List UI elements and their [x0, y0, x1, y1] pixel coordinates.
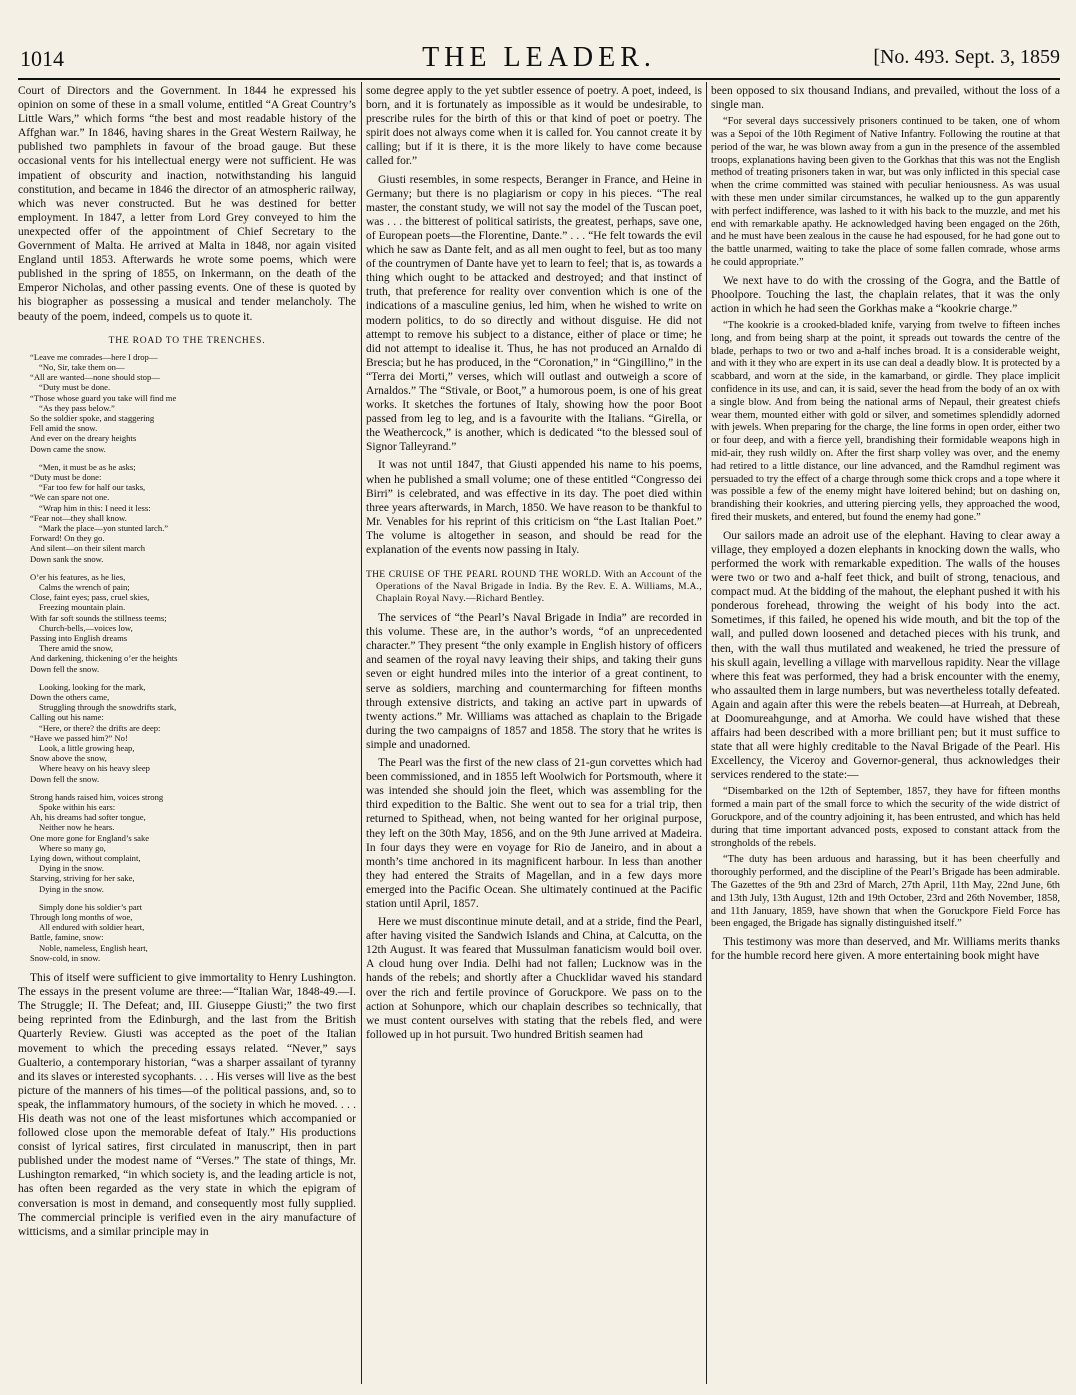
stanza-gap: [30, 784, 356, 792]
poem-line: Down fell the snow.: [30, 663, 100, 674]
issue-info: [No. 493. Sept. 3, 1859: [873, 46, 1060, 68]
poem-line: One more gone for England’s sake: [30, 832, 150, 843]
poem-line: Snow above the snow,: [30, 753, 107, 764]
column-3: [711, 84, 1060, 1384]
poem-line: There amid the snow,: [39, 643, 113, 654]
masthead-title: THE LEADER.: [422, 42, 656, 73]
poem-line: Simply done his soldier’s part: [39, 901, 142, 912]
poem-line: Ah, his dreams had softer tongue,: [30, 812, 146, 823]
poem-line: Down sank the snow.: [30, 553, 104, 564]
poem-line: Calling out his name:: [30, 712, 104, 723]
column-1: [18, 84, 356, 1384]
paragraph: The Pearl was the first of the new class of 21-gun corvettes which had been commissioned, and in 1855 left Woolwich for Portsmouth, where it was intended she should join the fleet, which was assembling for the third expedition to the Baltic. She went out to sea for a trial trip, then returned to Spithead, when, not being wanted for her original purpose, they left on the 30th May, 1856, and on the 9th June arrived at Madeira. In four days they were en voyage for Rio de Janeiro, and in about a month’s time anchored in its magnificent harbour. In less than another they had entered the Straits of Magellan, and in a few days more emerged into the Pacific Ocean. She ultimately continued at the Pacific station until April, 1857.: [366, 757, 702, 910]
poem-line: So the soldier spoke, and staggering: [30, 412, 155, 423]
quoted-paragraph: “The kookrie is a crooked-bladed knife, varying from twelve to fifteen inches long, and from being sharp at the point, it spreads out towards the centre of the blade, perhaps to two or two and a-half inches broad. It is a considerable weight, and with it they who are expert in its use can deal a deadly blow. It is protected by a scabbard, and worn at the side, in the kamarband, or girdle. They place implicit confidence in its use, and can, it is said, sever the head from the body of an ox with a single blow. And from being the national arms of Nepaul, their greatest chiefs wear them, mounted either with gold or silver, and sometimes splendidly adorned with jewels. When preparing for the charge, the line forms in open order, either two or four deep, and with a fierce yell, brandishing their formidable weapons high in mid-air, they rush wildly on. After the first sharp volley was over, and the enemy had retired to a little distance, our line advanced, and the Ramdhul regiment was persuaded to try the effect of a charge through some thick crops and a tope where it was possible a few of the enemy might have loitered behind; but on dashing on, brandishing their kookries, and uttering piercing yells, they approached the wood, fired their muskets, and entered, but found the enemy had gone.”: [711, 320, 1060, 523]
poem-line: “Duty must be done.: [39, 382, 111, 393]
poem-line: Church-bells,—voices low,: [39, 622, 133, 633]
poem-line: “Have we passed him?” No!: [30, 732, 128, 743]
paragraph: Here we must discontinue minute detail, and at a stride, find the Pearl, after having visited the Sandwich Islands and China, at Calcutta, on the 12th August. It was feared that Mussulman fanaticism would boil over. A cloud hung over India. Delhi had not fallen; Lucknow was in the hands of the rebels; and shortly after a Chucklidar waved his standard over the rich and fertile province of Goruckpore. We pass on to the action at Sohunpore, which our chaplain describes so technically, that we must content ourselves with stating that the rebels fled, and were followed up in hot pursuit. Two hundred British seamen had: [366, 916, 702, 1041]
poem-line: Dying in the snow.: [39, 883, 104, 894]
poem-line: “Here, or there? the drifts are deep:: [39, 722, 161, 733]
poem-line: Down fell the snow.: [30, 773, 100, 784]
paragraph: It was not until 1847, that Giusti appended his name to his poems, when he published a small volume; one of these entitled “Congresso dei Birri” is celebrated, and was effective in its day. The poet died within three years afterwards, in March, 1850. We have reason to be thankful to Mr. Venables for his reprint of this criticism on “the Last Italian Poet.” The volume is altogether in season, and should be read for the explanation of the events now passing in Italy.: [366, 459, 702, 556]
poem-line: “Fear not—they shall know.: [30, 512, 127, 523]
page-number: 1014: [20, 46, 64, 71]
paragraph: some degree apply to the yet subtler essence of poetry. A poet, indeed, is born, and it is fortunately as impossible as it would be undesirable, to prescribe rules for the birth of this or that kind of poet or poetry. The spirit does not always come when it is called for. You cannot create it by calling; but if it is there, it is the more likely to have come because called for.”: [366, 85, 702, 168]
column-2: [366, 84, 702, 1384]
poem-line: Through long months of woe,: [30, 912, 133, 923]
poem-line: “No, Sir, take them on—: [39, 361, 125, 372]
poem-line: Down came the snow.: [30, 443, 106, 454]
stanza-gap: [30, 564, 356, 572]
poem-line: O’er his features, as he lies,: [30, 571, 126, 582]
column-divider: [361, 82, 362, 1384]
poem-line: With far soft sounds the stillness teems;: [30, 612, 167, 623]
paragraph: Giusti resembles, in some respects, Beranger in France, and Heine in Germany; but there is no plagiarism or copy in his pieces. “The real master, the constant study, we will not say the model of the Tuscan poet, was . . . the bitterest of political satirists, the greatest, perhaps, save one, of European poets—the Florentine, Dante.” . . . “He felt towards the evil which he saw as Dante felt, and as all men ought to feel, but as too many of the countrymen of Dante have yet to learn to feel; that is, as towards a thing which ought to be attacked and destroyed; and that instinct of truth, that preference for reality over convention which is one of the indications of a masculine genius, led him, when he wished to write on modern politics, to do so directly and without disguise. He did not attempt to remove his subject to a distance, either of place or time; he did not attempt to idealise it. Thus, he has not produced an Arnaldo di Brescia; but he has produced, in the “Coronation,” in “Gingillino,” in the “Terra dei Morti,” verses, which will outlast and outweigh a score of Arnaldos.” The “Stivale, or Boot,” a humorous poem, is one of his great works. It sketches the fortunes of Italy, showing how the poor Boot passed from leg to leg, and is a favourite with the Italians. “Girella, or the Weathercock,” is another, which is dedicated “to the blessed soul of Signor Talleyrand.”: [366, 173, 702, 454]
paragraph: The services of “the Pearl’s Naval Brigade in India” are recorded in this volume. These are, in the author’s words, “of an unprecedented character.” They present “the only example in English history of officers and seamen of the royal navy leaving their ships, and taking their guns seven or eight hundred miles into the interior of a great continent, to serve as soldiers, marching and countermarching for fifteen months through extensive districts, and taking an active part in upwards of twenty actions.” Mr. Williams was attached as chaplain to the Brigade during the two campaigns of 1857 and 1858. The story that he writes is simple and unadorned.: [366, 612, 702, 751]
poem-line: Snow-cold, in snow.: [30, 952, 101, 963]
quoted-paragraph: “The duty has been arduous and harassing, but it has been cheerfully and thoroughly performed, and the discipline of the Pearl’s Brigade has been admirable. The Gazettes of the 9th and 23rd of March, 27th April, 11th May, 22nd June, 6th and 13th July, 13th August, 12th and 19th October, 23rd and 26th November, 1858, and 11th January, 1859, have shown that when the Goruckpore Field Force has been engaged, the Brigade has signally distinguished itself.”: [711, 854, 1060, 930]
paragraph: Court of Directors and the Government. In 1844 he expressed his opinion on some of these in a small volume, entitled “A Great Country’s Little Wars,” which forms “the best and most readable history of the Affghan war.” In 1846, having shares in the Great Western Railway, he published two pamphlets in favour of the broad gauge. But these occasional vents for his intellectual energy were not sufficient. He was impatient of obscurity and inaction, notwithstanding his languid constitution, and became in 1846 the director of an atmospheric railway, which was never constructed. But he was destined for better employment. In 1847, a letter from Lord Grey conveyed to him the unexpected offer of the appointment of Chief Secretary to the Government of Malta. He arrived at Malta in 1848, nor again visited England until 1853. Afterwards he wrote some poems, which were published in the spring of 1855, on Inkermann, on the death of the Emperor Nicholas, and other passing events. One of these is quoted by his biographer as possessing a musical and tender melancholy. The beauty of the poem, indeed, compels us to quote it.: [18, 85, 356, 323]
poem-line: And darkening, thickening o’er the heights: [30, 653, 178, 664]
poem-line: “Mark the place—yon stunted larch.”: [39, 522, 169, 533]
stanza-gap: [30, 454, 356, 462]
poem-line: “Far too few for half our tasks,: [39, 482, 146, 493]
paragraph: This of itself were sufficient to give immortality to Henry Lushington. The essays in the present volume are three:—“Italian War, 1848-49.—I. The Struggle; II. The Defeat; and, III. Giuseppe Giusti;” the two first being reprinted from the Edinburgh, and the last from the British Quarterly Review. Giusti was accepted as the poet of the Italian movement to which the preceding essays related. “Never,” says Gualterio, a contemporary historian, “was a sharper assailant of tyranny and its slaves or interested sycophants. . . . His verses will live as the best picture of the manners of his times—of the political passions, and, so to speak, the inflammatory humours, of the society in which he moved. . . . His death was not one of the least misfortunes which accompanied or followed close upon the memorable defeat of Italy.” His productions consist of lyrical satires, first circulated in manuscript, then in part published under the modest name of “Verses.” The state of things, Mr. Lushington remarked, “in which society is, and the leading article is not, has often been regarded as the very state in which the epigram of conversation is most in demand, and consequently most fully supplied. The commercial principle is verified even in the airy manufacture of witticisms, and a similar principle may in: [18, 972, 356, 1238]
review-heading: THE CRUISE OF THE PEARL ROUND THE WORLD. With an Account of the Operations of the Naval Brigade in India. By the Rev. E. A. Williams, M.A., Chaplain Royal Navy.—Richard Bentley.: [366, 570, 702, 605]
paragraph: We next have to do with the crossing of the Gogra, and the Battle of Phoolpore. Touching the last, the chaplain relates, that it was the only action in which he had seen the Gorkhas make a “kookrie charge.”: [711, 274, 1060, 315]
stanza-gap: [30, 674, 356, 682]
column-divider: [706, 82, 707, 1384]
poem-line: Where so many go,: [39, 842, 106, 853]
poem-line: “Wrap him in this: I need it less:: [39, 502, 151, 513]
poem-line: Close, faint eyes; pass, cruel skies,: [30, 592, 150, 603]
poem-line: Battle, famine, snow:: [30, 932, 104, 943]
paragraph: been opposed to six thousand Indians, and prevailed, without the loss of a single man.: [711, 85, 1060, 112]
poem-line: “All are wanted—none should stop—: [30, 372, 160, 383]
poem-line: Starving, striving for her sake,: [30, 873, 135, 884]
poem-line: Lying down, without complaint,: [30, 853, 141, 864]
poem-line: Looking, looking for the mark,: [39, 681, 146, 692]
poem-line: Strong hands raised him, voices strong: [30, 791, 164, 802]
poem-line: Noble, nameless, English heart,: [39, 942, 148, 953]
poem-line: All endured with soldier heart,: [39, 922, 145, 933]
poem-line: “Men, it must be as he asks;: [39, 461, 136, 472]
poem-line: Forward! On they go.: [30, 533, 105, 544]
paragraph: Our sailors made an adroit use of the elephant. Having to clear away a village, they employed a dozen elephants in knocking down the walls, who performed the work with remarkable expedition. The walls of the houses were two or two and a-half feet thick, and built of strong, tenacious, and compact mud. At the bidding of the mahout, the elephant pushed it with his ponderous forehead, throwing the weight of his body into the act. Sometimes, if this failed, he opened his wide mouth, and bit the top of the wall, and pulled down loosened and detached pieces with his trunk, and then, with the wall thus mutilated and weakened, he tried the pressure of his skull again, levelling a village with marvellous rapidity. Near the village where this feat was performed, they had a brisk encounter with the enemy, who assaulted them in large numbers, but was nevertheless totally defeated. Again and again after this were the rebels beaten—at Hurreah, at Debreah, at Doomureahgunge, and at Amorha. We could have wished that these affairs had been described with a more brilliant pen; but it must suffice to state that all were highly creditable to the Naval Brigade of the Pearl. His Excellency, the Viceroy and Governor-general, thus acknowledges their services rendered to the state:—: [711, 529, 1060, 782]
poem-line: Where heavy on his heavy sleep: [39, 763, 150, 774]
poem-line: Struggling through the snowdrifts stark,: [39, 702, 177, 713]
poem-line: Fell amid the snow.: [30, 423, 98, 434]
poem-line: And silent—on their silent march: [30, 543, 146, 554]
poem: [30, 352, 356, 963]
quoted-paragraph: “For several days successively prisoners continued to be taken, one of whom was a Sepoi of the 10th Regiment of Native Infantry. Following the routine at that period of the war, he was blown away from a gun in the presence of the assembled troops, explanations having been given to the Gorkhas that this was not the English method of treating prisoners taken in war, but was only inflicted in this special case when the crime committed was stained with peculiar heniousness. As was usual with these men under similar circumstances, he walked up to the gun apparently with perfect indifference, was lashed to it with his back to the muzzle, and met his end with remarkable apathy. He acknowledged having been engaged on the 26th, and he must have been zealous in the cause he had espoused, for he had gone out to the battle unarmed, waiting to take the place of some fallen comrade, whose arms he could appropriate.”: [711, 116, 1060, 268]
poem-line: Look, a little growing heap,: [39, 743, 135, 753]
poem-line: “As they pass below.”: [39, 402, 115, 413]
poem-line: Neither now he hears.: [39, 822, 115, 833]
stanza-gap: [30, 894, 356, 902]
poem-line: Freezing mountain plain.: [39, 602, 126, 613]
poem-line: “We can spare not one.: [30, 492, 110, 503]
quoted-paragraph: “Disembarked on the 12th of September, 1857, they have for fifteen months formed a main part of the small force to which the security of the wide district of Goruckpore, and of the country adjoining it, has been entrusted, and which has held during that time important advanced posts, exposed to constant attack from the strongholds of the rebels.: [711, 786, 1060, 849]
poem-line: Passing into English dreams: [30, 632, 128, 643]
poem-line: Dying in the snow.: [39, 863, 104, 874]
poem-title: THE ROAD TO THE TRENCHES.: [108, 335, 266, 346]
poem-line: “Leave me comrades—here I drop—: [30, 351, 158, 362]
poem-line: And ever on the dreary heights: [30, 433, 137, 444]
paragraph: This testimony was more than deserved, and Mr. Williams merits thanks for the humble record here given. A more entertaining book might have: [711, 936, 1060, 963]
poem-line: Calms the wrench of pain;: [39, 581, 130, 592]
poem-line: Down the others came,: [30, 691, 110, 702]
poem-line: Spoke within his ears:: [39, 802, 116, 813]
page-header: [18, 40, 1060, 76]
poem-line: “Those whose guard you take will find me: [30, 392, 177, 403]
poem-line: “Duty must be done:: [30, 471, 102, 482]
header-rule: [18, 78, 1060, 80]
